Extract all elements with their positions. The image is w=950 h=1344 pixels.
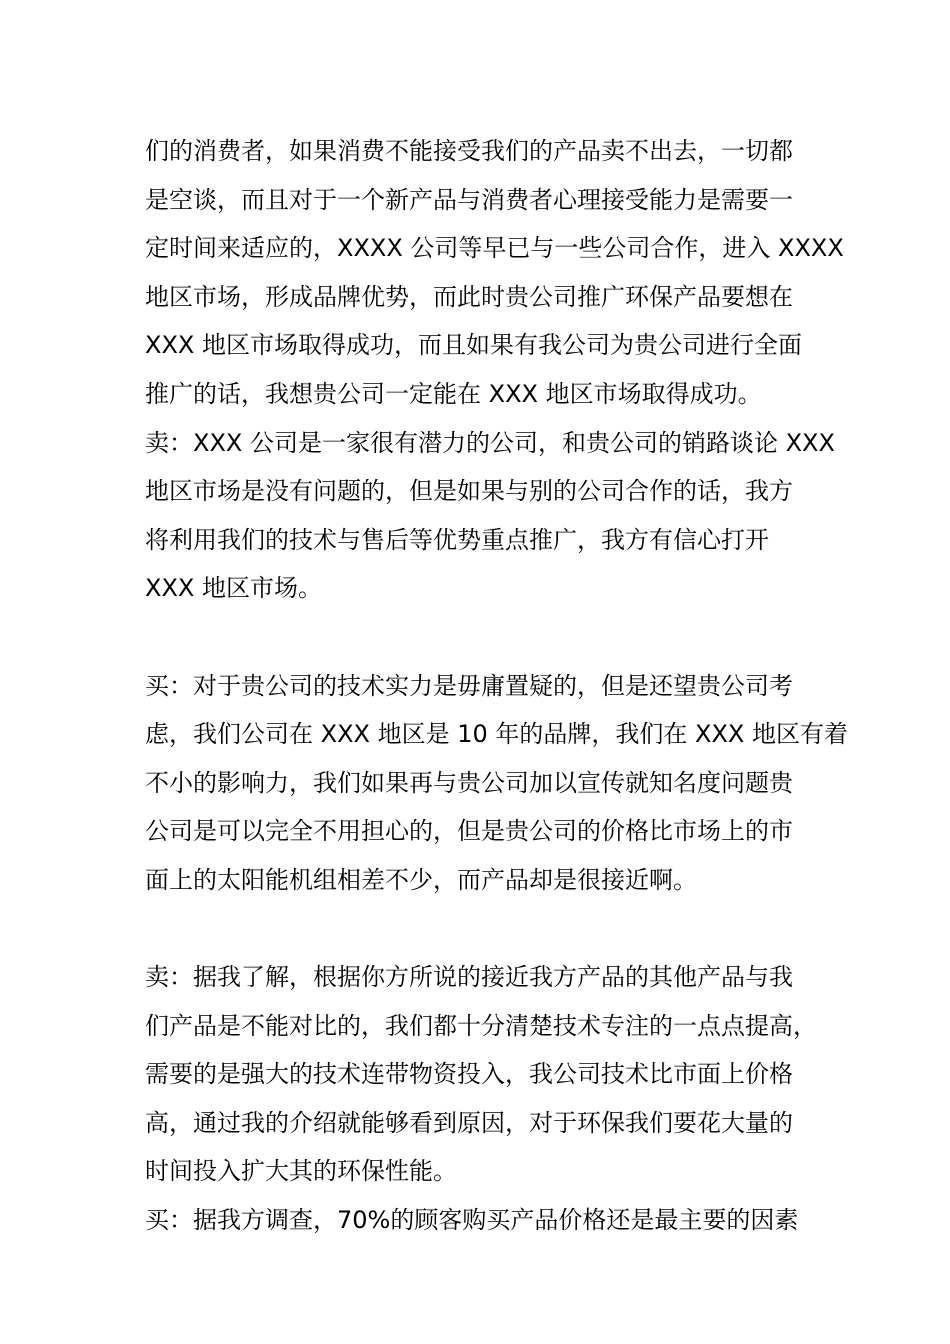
text-line: 公司是可以完全不用担心的，但是贵公司的价格比市场上的市 xyxy=(145,817,793,846)
text-line: 卖：XXX 公司是一家很有潜力的公司，和贵公司的销路谈论 XXX xyxy=(145,428,835,457)
text-line: 是空谈，而且对于一个新产品与消费者心理接受能力是需要一 xyxy=(145,185,793,214)
paragraph-spacer xyxy=(145,905,810,954)
text-line: 面上的太阳能机组相差不少，而产品却是很接近啊。 xyxy=(145,865,697,894)
text-line: 高，通过我的介绍就能够看到原因，对于环保我们要花大量的 xyxy=(145,1108,793,1137)
text-line: 不小的影响力，我们如果再与贵公司加以宣传就知名度问题贵 xyxy=(145,768,793,797)
document-body xyxy=(145,127,848,1245)
text-line: 买：对于贵公司的技术实力是毋庸置疑的，但是还望贵公司考 xyxy=(145,671,793,700)
text-line: 地区市场，形成品牌优势，而此时贵公司推广环保产品要想在 xyxy=(145,282,793,311)
text-line: 卖：据我了解，根据你方所说的接近我方产品的其他产品与我 xyxy=(145,963,793,992)
text-line: 买：据我方调查，70%的顾客购买产品价格还是最主要的因素 xyxy=(145,1206,799,1235)
paragraph-1 xyxy=(145,127,844,419)
paragraph-2 xyxy=(145,419,835,613)
text-line: 们的消费者，如果消费不能接受我们的产品卖不出去，一切都 xyxy=(145,137,793,165)
paragraph-spacer xyxy=(145,613,810,662)
text-line: 地区市场是没有问题的，但是如果与别的公司合作的话，我方 xyxy=(145,477,793,506)
text-line: 虑，我们公司在 XXX 地区是 10 年的品牌，我们在 XXX 地区有着 xyxy=(145,720,848,749)
paragraph-4 xyxy=(145,953,817,1196)
text-line: 将利用我们的技术与售后等优势重点推广，我方有信心打开 xyxy=(145,525,769,554)
text-line: 需要的是强大的技术连带物资投入，我公司技术比市面上价格 xyxy=(145,1060,793,1089)
paragraph-5 xyxy=(145,1196,810,1245)
text-line: 们产品是不能对比的，我们都十分清楚技术专注的一点点提高， xyxy=(145,1011,817,1040)
text-line: XXX 地区市场取得成功，而且如果有我公司为贵公司进行全面 xyxy=(145,331,802,360)
text-line: 推广的话，我想贵公司一定能在 XXX 地区市场取得成功。 xyxy=(145,379,762,408)
text-line: 定时间来适应的，XXXX 公司等早已与一些公司合作，进入 XXXX xyxy=(145,234,844,263)
text-line: XXX 地区市场。 xyxy=(145,574,322,603)
text-line: 时间投入扩大其的环保性能。 xyxy=(145,1157,457,1186)
paragraph-3 xyxy=(145,662,848,905)
